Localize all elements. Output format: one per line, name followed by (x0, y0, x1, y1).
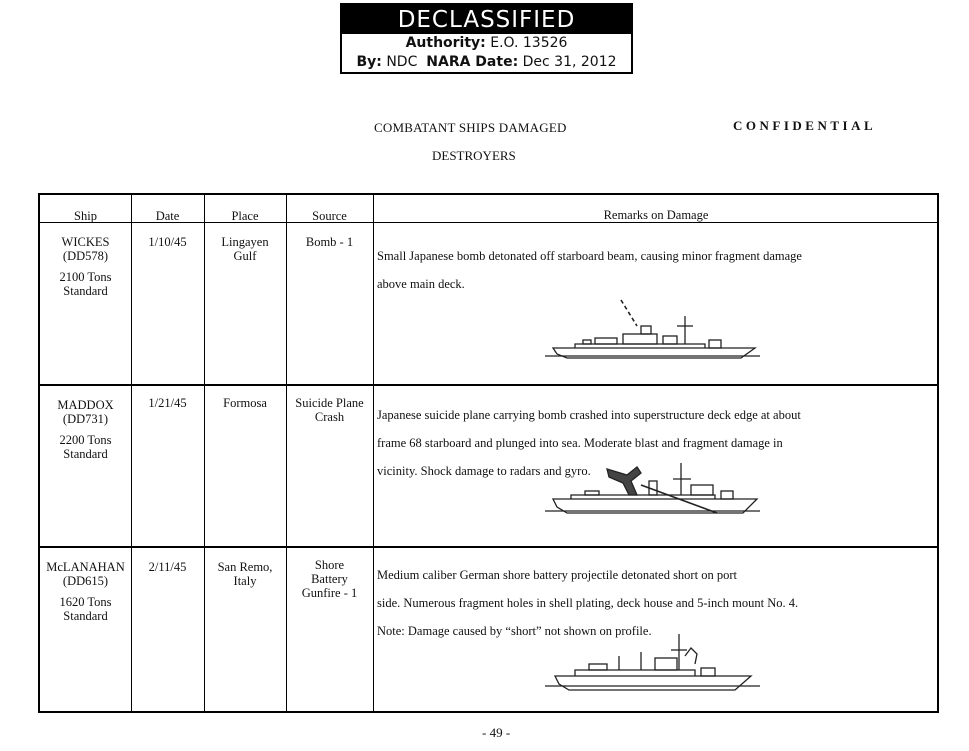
remark-line: above main deck. (377, 277, 465, 291)
stamp-authority-label: Authority: (405, 35, 486, 51)
column-divider (373, 195, 374, 711)
ship-name: WICKES (61, 235, 110, 249)
table-row-ship (40, 560, 131, 623)
classification-marking: CONFIDENTIAL (733, 118, 877, 133)
damage-date: 2/11/45 (148, 560, 187, 574)
source-line: Gunfire - 1 (301, 586, 358, 600)
place-line: Gulf (233, 249, 257, 263)
remark-line: frame 68 starboard and plunged into sea. Moderate blast and fragment damage in (377, 436, 783, 450)
document-subtitle: DESTROYERS (432, 148, 516, 163)
remark-line: side. Numerous fragment holes in shell plating, deck house and 5-inch mount No. 4. (377, 596, 799, 610)
source-line: Suicide Plane (295, 396, 364, 410)
column-divider (286, 195, 287, 711)
table-row-ship (40, 398, 131, 461)
damage-source (286, 558, 373, 600)
stamp-nara-label: NARA Date: (426, 54, 519, 70)
ship-tonnage: 2100 Tons (59, 270, 112, 284)
wickes-damage-profile-drawing (545, 296, 765, 364)
ship-hull-number: (DD731) (62, 412, 109, 426)
damage-place (204, 235, 286, 263)
damage-date: 1/21/45 (148, 396, 187, 410)
row-divider (40, 384, 937, 386)
ship-tonnage-type: Standard (63, 284, 108, 298)
damage-place: Formosa (223, 396, 267, 410)
remark-line: Medium caliber German shore battery projectile detonated short on port (377, 568, 737, 582)
ship-tonnage-type: Standard (63, 447, 108, 461)
damage-date: 1/10/45 (148, 235, 187, 249)
header-remarks: Remarks on Damage (603, 208, 709, 222)
ship-name: McLANAHAN (46, 560, 125, 574)
source-line: Shore (314, 558, 345, 572)
place-line: Lingayen (221, 235, 269, 249)
page-number: - 49 - (482, 725, 511, 740)
ship-tonnage: 1620 Tons (59, 595, 112, 609)
ship-name: MADDOX (57, 398, 114, 412)
ship-hull-number: (DD615) (62, 574, 109, 588)
remark-line: vicinity. Shock damage to radars and gyro. (377, 464, 591, 478)
mclanahan-damage-profile-drawing (545, 630, 765, 696)
remark-line: Note: Damage caused by “short” not shown on profile. (377, 624, 652, 638)
damage-remarks (377, 235, 937, 305)
damage-place (204, 560, 286, 588)
header-source: Source (312, 209, 347, 223)
remark-line: Small Japanese bomb detonated off starboard beam, causing minor fragment damage (377, 249, 802, 263)
stamp-by-label: By: (356, 54, 382, 70)
stamp-nara-value: Dec 31, 2012 (522, 54, 617, 70)
ship-tonnage: 2200 Tons (59, 433, 112, 447)
stamp-title: DECLASSIFIED (342, 5, 631, 34)
column-divider (204, 195, 205, 711)
column-divider (131, 195, 132, 711)
ship-tonnage-type: Standard (63, 609, 108, 623)
stamp-by-line (342, 53, 631, 72)
header-ship: Ship (74, 209, 97, 223)
maddox-damage-profile-drawing (545, 455, 765, 521)
stamp-by-value: NDC (386, 54, 418, 70)
stamp-authority (342, 34, 631, 53)
damage-source: Bomb - 1 (305, 235, 354, 249)
header-date: Date (155, 209, 180, 223)
declassified-stamp (340, 3, 633, 74)
source-line: Crash (314, 410, 345, 424)
document-title: COMBATANT SHIPS DAMAGED (374, 120, 567, 135)
row-divider (40, 546, 937, 548)
source-line: Battery (311, 572, 348, 586)
place-line: San Remo, (217, 560, 273, 574)
stamp-authority-value: E.O. 13526 (490, 35, 568, 51)
table-row-ship (40, 235, 131, 298)
place-line: Italy (233, 574, 257, 588)
damage-source (286, 396, 373, 424)
damage-table (38, 193, 939, 713)
ship-hull-number: (DD578) (62, 249, 109, 263)
header-place: Place (231, 209, 259, 223)
remark-line: Japanese suicide plane carrying bomb crashed into superstructure deck edge at about (377, 408, 801, 422)
